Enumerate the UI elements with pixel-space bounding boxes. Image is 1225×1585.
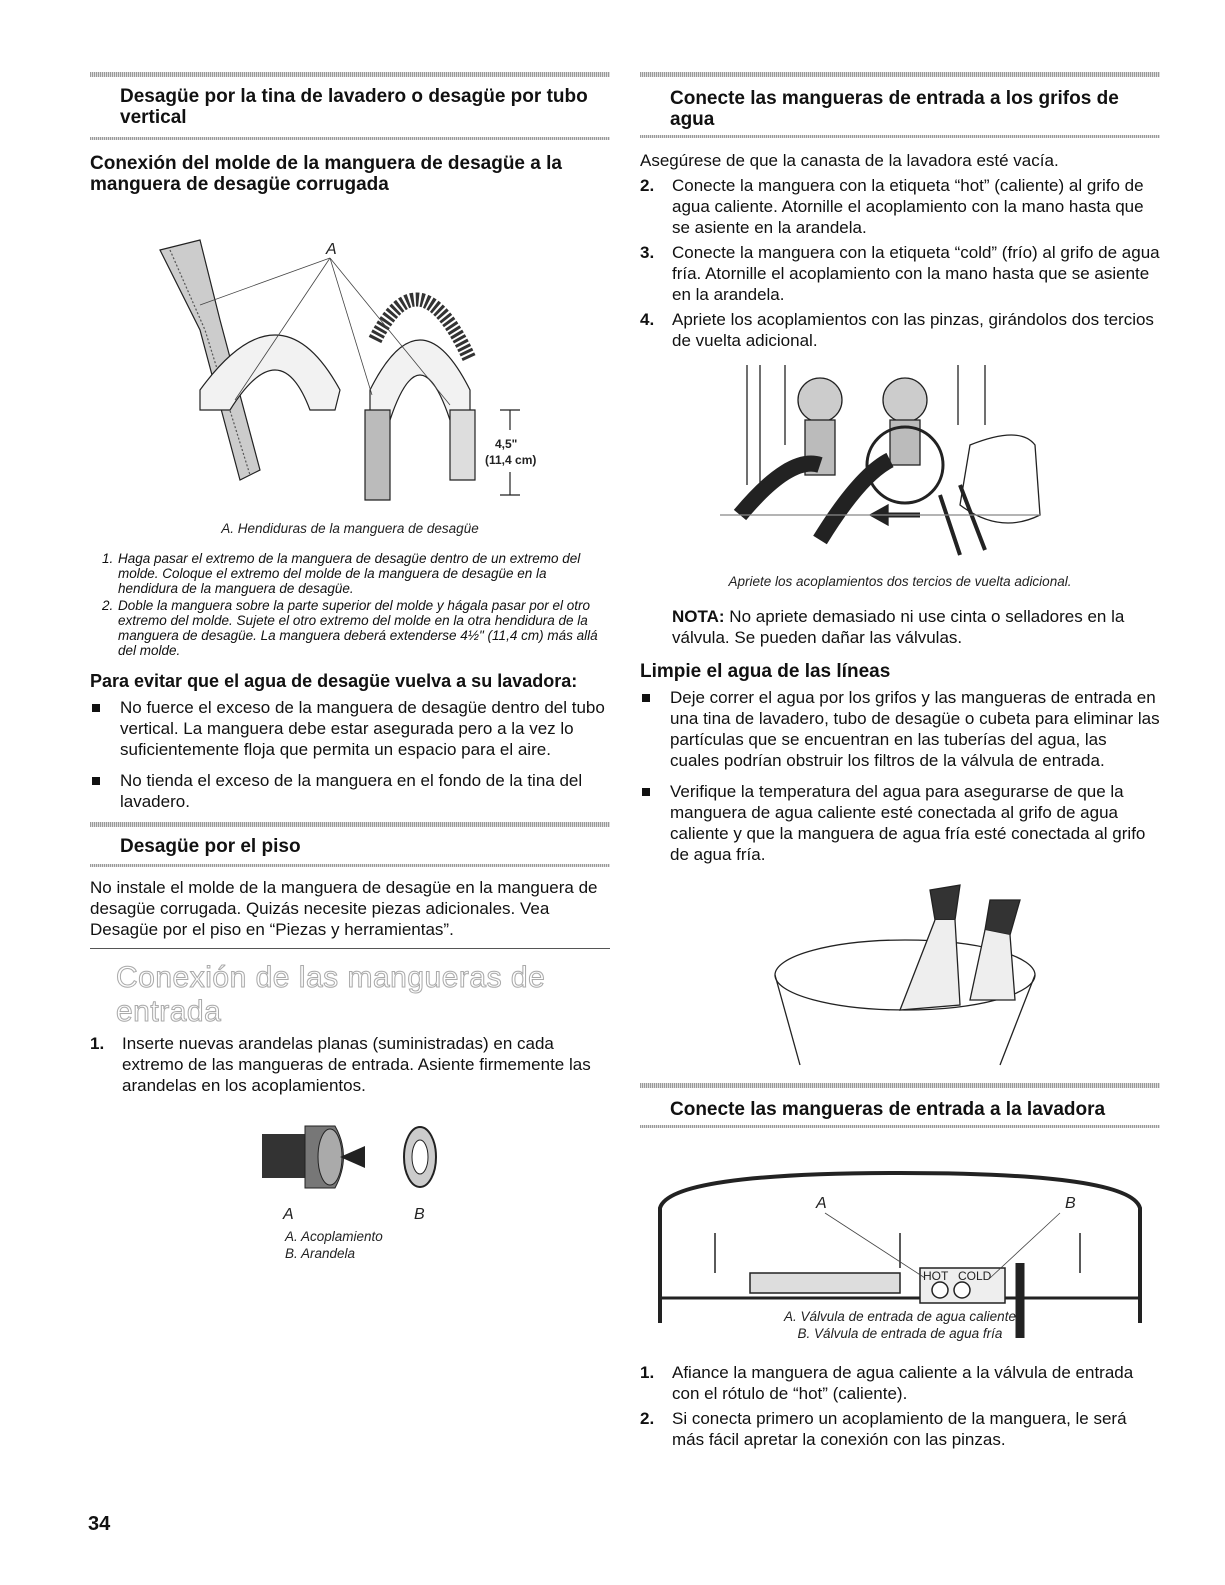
fig1-dim-cm: (11,4 cm) <box>485 452 537 467</box>
arrow-left-icon <box>340 1146 365 1168</box>
fig2-labels <box>90 1206 610 1228</box>
big-section-title: Conexión de las mangueras de entrada <box>116 961 546 1029</box>
washer-steps <box>640 1362 1160 1450</box>
form-right <box>370 340 470 420</box>
fig3-caption: Apriete los acoplamientos dos tercios de vuelta adicional. <box>728 573 1072 589</box>
coupling-icon <box>262 1126 365 1188</box>
coupling-washer-figure <box>90 1106 610 1206</box>
heading-drain-standpipe: Desagüe por la tina de lavadero o desagüe por tubo vertical <box>120 86 588 128</box>
fig1-step: 2. Doble la manguera sobre la parte superior del molde y hágala pasar por el otro extremo del molde. Sujete el otro extremo del molde en la otra hendidura de la manguera de desagüe. La manguera deberá extenderse 4½" (11,4 cm) más allá del molde. <box>102 597 598 658</box>
step-item: 1. Inserte nuevas arandelas planas (suministradas) en cada extremo de las mangueras de entrada. Asiente firmemente las arandelas en los acoplamientos. <box>90 1034 591 1096</box>
vent-grille <box>750 1273 900 1293</box>
intro-text: Asegúrese de que la canasta de la lavadora esté vacía. <box>640 150 1059 170</box>
right-column <box>640 72 1160 1454</box>
fig1-steps <box>90 551 610 658</box>
note-paragraph <box>640 606 1160 648</box>
fig2-label-a: A <box>283 1206 294 1224</box>
floor-drain-text: No instale el molde de la manguera de desagüe en la manguera de desagüe corrugada. Quizás necesite piezas adicionales. Vea Desagüe por el piso en “Piezas y herramientas”. <box>90 878 598 940</box>
fig1-step: 1. Haga pasar el extremo de la manguera de desagüe dentro de un extremo del molde. Coloque el extremo del molde de la manguera de desagüe en la hendidura de la manguera de desagüe. <box>102 550 581 596</box>
corrugated-hose-left <box>365 410 390 500</box>
list-item: Deje correr el agua por los grifos y las mangueras de entrada en una tina de lavadero, tubo de desagüe o cubeta para eliminar las partículas que se encuentran en las tuberías del agua, las cuales podrían obstruir los filtros de la válvula de entrada. <box>640 687 1160 771</box>
fig1-caption: A. Hendiduras de la manguera de desagüe <box>221 520 479 536</box>
prevent-bullets <box>90 697 610 812</box>
section-rule <box>90 137 610 140</box>
note-label: NOTA: <box>672 606 725 626</box>
flush-bucket-figure <box>640 875 1160 1075</box>
hot-label: HOT <box>923 1268 949 1283</box>
hot-valve-icon <box>932 1282 948 1298</box>
washer-icon <box>404 1127 436 1187</box>
list-item: Verifique la temperatura del agua para asegurarse de que la manguera de agua caliente esté conectada al grifo de agua caliente y que la manguera de agua fría esté conectada al grifo de agua fría. <box>640 781 1160 865</box>
cold-valve-icon <box>954 1282 970 1298</box>
hand-icon <box>960 435 1040 523</box>
hose-hot-end <box>930 885 960 920</box>
fig5-caption-a: A. Válvula de entrada de agua caliente <box>784 1308 1016 1324</box>
step-item: 1. Afiance la manguera de agua caliente a la válvula de entrada con el rótulo de “hot” (caliente). <box>640 1362 1134 1403</box>
corrugated-hose-right <box>450 410 475 480</box>
fig1-dim-in: 4,5" <box>495 436 518 451</box>
fig5-label-b: B <box>1065 1194 1076 1212</box>
step-item: 4. Apriete los acoplamientos con las pinzas, girándolos dos tercios de vuelta adicional. <box>640 309 1154 350</box>
list-item: No fuerce el exceso de la manguera de desagüe dentro del tubo vertical. La manguera debe estar asegurada pero a la vez lo suficientemente floja que permita un espacio para el aire. <box>90 697 610 760</box>
section-rule <box>90 864 610 867</box>
heading-connect-form: Conexión del molde de la manguera de desagüe a la manguera de desagüe corrugada <box>90 152 562 195</box>
heading-prevent-backflow: Para evitar que el agua de desagüe vuelva a su lavadora: <box>90 670 578 691</box>
inlet-steps <box>90 1033 610 1096</box>
faucet-steps <box>640 175 1160 351</box>
left-column <box>90 72 610 1262</box>
faucet-handle-cold <box>883 378 927 422</box>
hose-cold-end <box>985 900 1020 935</box>
heading-flush-lines: Limpie el agua de las líneas <box>640 660 891 682</box>
section-rule <box>90 822 610 827</box>
section-rule <box>640 72 1160 77</box>
step-item: 3. Conecte la manguera con la etiqueta “cold” (frío) al grifo de agua fría. Atornille el acoplamiento con la mano hasta que se asiente en la arandela. <box>640 242 1160 304</box>
flush-bullets <box>640 687 1160 865</box>
section-rule <box>640 1083 1160 1088</box>
faucet-pliers-figure <box>640 365 1160 565</box>
heading-faucets: Conecte las mangueras de entrada a los grifos de agua <box>670 88 1119 130</box>
page-number: 34 <box>88 1513 111 1535</box>
note-text: No apriete demasiado ni use cinta o selladores en la válvula. Se pueden dañar las válvulas. <box>672 606 1125 647</box>
step-item: 2. Si conecta primero un acoplamiento de la manguera, le será más fácil apretar la conexión con las pinzas. <box>640 1408 1127 1449</box>
step-item: 2. Conecte la manguera con la etiqueta “hot” (caliente) al grifo de agua caliente. Atornille el acoplamiento con la mano hasta que se asiente en la arandela. <box>640 175 1144 237</box>
heading-floor-drain: Desagüe por el piso <box>120 836 301 858</box>
fig1-label-a: A <box>326 240 337 258</box>
section-rule <box>640 135 1160 138</box>
fig2-caption-a: A. Acoplamiento <box>285 1229 383 1245</box>
list-item: No tienda el exceso de la manguera en el fondo de la tina del lavadero. <box>90 770 610 812</box>
section-divider <box>90 948 610 949</box>
section-rule <box>640 1125 1160 1128</box>
faucet-handle-hot <box>798 378 842 422</box>
fig2-caption-b: B. Arandela <box>285 1246 356 1262</box>
heading-washer: Conecte las mangueras de entrada a la lavadora <box>670 1098 1106 1120</box>
cold-label: COLD <box>958 1268 992 1283</box>
fig5-caption-b: B. Válvula de entrada de agua fría <box>797 1325 1003 1341</box>
fig2-label-b: B <box>414 1206 425 1224</box>
section-rule <box>90 72 610 77</box>
drain-hose-form-figure <box>90 210 610 510</box>
fig5-label-a: A <box>816 1194 827 1212</box>
